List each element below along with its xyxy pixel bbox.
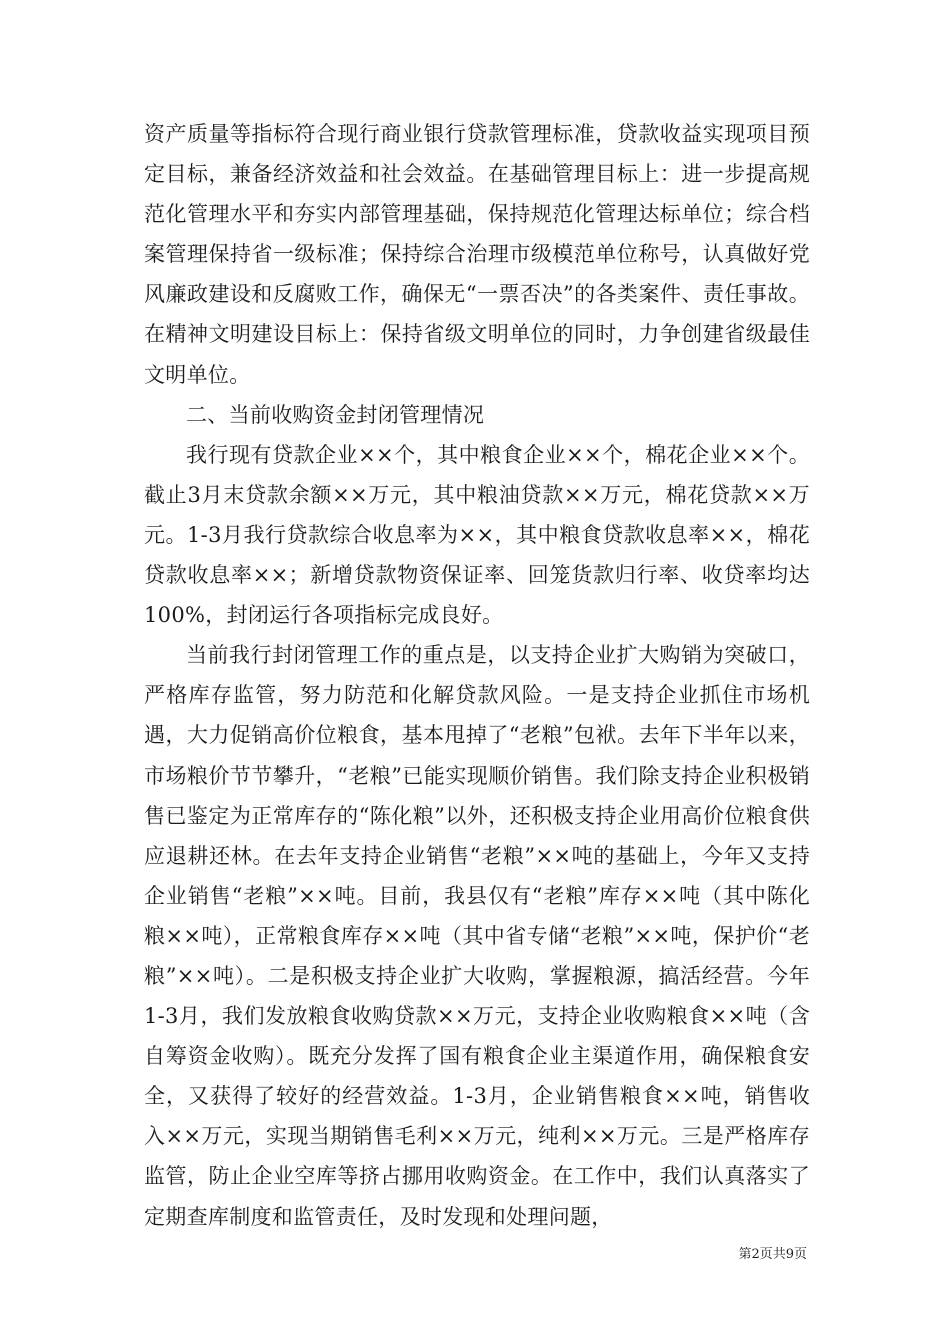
section-heading: 二、当前收购资金封闭管理情况	[186, 402, 485, 427]
paragraph-management-focus: 当前我行封闭管理工作的重点是，以支持企业扩大购销为突破口，严格库存监管，努力防范和化解贷款风险。一是支持企业抓住市场机遇，大力促销高价位粮食，基本甩掉了“老粮”包袱。去年下半年以来，市场粮价节节攀升，“老粮”已能实现顺价销售。我们除支持企业积极销售已鉴定为正常库存的“陈化粮”以外，还积极支持企业用高价位粮食供应退耕还林。在去年支持企业销售“老粮”××吨的基础上，今年又支持企业销售“老粮”××吨。目前，我县仅有“老粮”库存××吨（其中陈化粮××吨），正常粮食库存××吨（其中省专储“老粮”××吨，保护价“老粮”××吨）。二是积极支持企业扩大收购，掌握粮源，搞活经营。今年1-3月，我们发放粮食收购贷款××万元，支持企业收购粮食××吨（含自筹资金收购）。既充分发挥了国有粮食企业主渠道作用，确保粮食安全，又获得了较好的经营效益。1-3月，企业销售粮食××吨，销售收入××万元，实现当期销售毛利××万元，纯利××万元。三是严格库存监管，防止企业空库等挤占挪用收购资金。在工作中，我们认真落实了定期查库制度和监管责任，及时发现和处理问题，	[144, 643, 810, 1229]
paragraph-continued: 资产质量等指标符合现行商业银行贷款管理标准，贷款收益实现项目预定目标，兼备经济效益和社会效益。在基础管理目标上：进一步提高规范化管理水平和夯实内部管理基础，保持规范化管理达标单位；综合档案管理保持省一级标准；保持综合治理市级模范单位称号，认真做好党风廉政建设和反腐败工作，确保无“一票否决”的各类案件、责任事故。在精神文明建设目标上：保持省级文明单位的同时，力争创建省级最佳文明单位。	[144, 122, 810, 387]
document-body	[144, 114, 810, 1237]
page-number: 第2页共9页	[738, 1247, 807, 1262]
paragraph-loan-overview: 我行现有贷款企业××个，其中粮食企业××个，棉花企业××个。截止3月末贷款余额××万元，其中粮油贷款××万元，棉花贷款××万元。1-3月我行贷款综合收息率为××，其中粮食贷款收息率××，棉花贷款收息率××；新增贷款物资保证率、回笼货款归行率、收贷率均达100%，封闭运行各项指标完成良好。	[144, 442, 810, 628]
